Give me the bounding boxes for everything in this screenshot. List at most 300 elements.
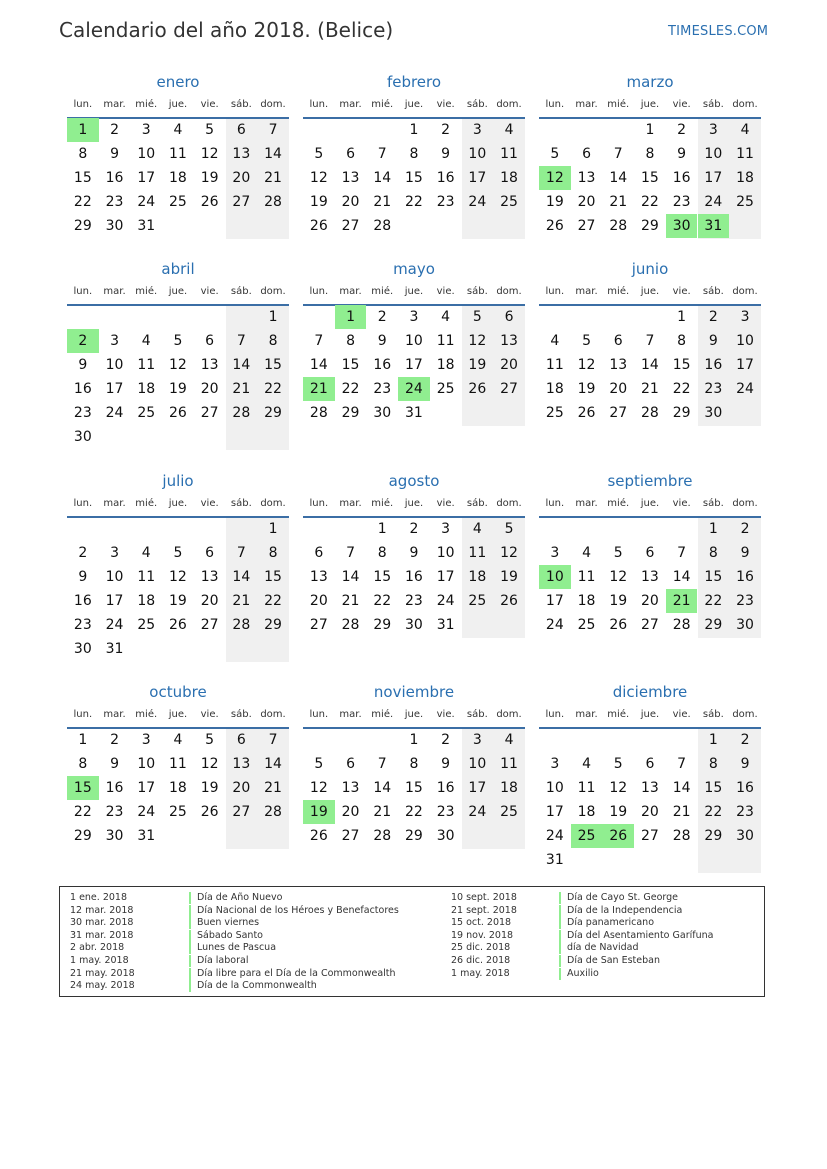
day-cell[interactable]: 8 xyxy=(78,756,88,772)
day-cell[interactable]: 11 xyxy=(500,146,518,162)
day-cell[interactable]: 23 xyxy=(105,194,124,210)
holiday-day-cell[interactable]: 1 xyxy=(335,305,367,329)
day-cell[interactable]: 12 xyxy=(500,545,518,561)
holiday-day-cell[interactable]: 24 xyxy=(398,377,430,401)
day-cell[interactable]: 29 xyxy=(704,828,723,844)
day-cell[interactable]: 28 xyxy=(232,405,251,421)
day-cell[interactable]: 26 xyxy=(169,405,187,421)
day-cell[interactable]: 9 xyxy=(441,146,451,162)
day-cell[interactable]: 10 xyxy=(468,146,487,162)
day-cell[interactable]: 23 xyxy=(672,194,691,210)
day-cell[interactable]: 8 xyxy=(708,545,718,561)
day-cell[interactable]: 13 xyxy=(232,756,251,772)
day-cell[interactable]: 1 xyxy=(409,122,419,138)
day-cell[interactable]: 28 xyxy=(264,804,282,820)
day-cell[interactable]: 7 xyxy=(613,146,623,162)
day-cell[interactable]: 14 xyxy=(672,780,691,796)
day-cell[interactable]: 10 xyxy=(137,756,156,772)
day-cell[interactable]: 24 xyxy=(137,194,156,210)
day-cell[interactable]: 15 xyxy=(405,170,423,186)
day-cell[interactable]: 21 xyxy=(373,804,392,820)
day-cell[interactable]: 17 xyxy=(545,593,564,609)
day-cell[interactable]: 17 xyxy=(736,357,754,373)
day-cell[interactable]: 25 xyxy=(545,405,564,421)
day-cell[interactable]: 13 xyxy=(641,569,659,585)
day-cell[interactable]: 4 xyxy=(173,122,183,138)
day-cell[interactable]: 7 xyxy=(314,333,324,349)
day-cell[interactable]: 1 xyxy=(268,521,278,537)
day-cell[interactable]: 2 xyxy=(740,521,750,537)
day-cell[interactable]: 23 xyxy=(73,405,92,421)
day-cell[interactable]: 10 xyxy=(468,756,487,772)
day-cell[interactable]: 4 xyxy=(441,309,451,325)
day-cell[interactable]: 11 xyxy=(436,333,455,349)
site-brand-link[interactable]: TIMESLES.COM xyxy=(668,24,769,39)
day-cell[interactable]: 5 xyxy=(314,756,324,772)
day-cell[interactable]: 21 xyxy=(609,194,628,210)
day-cell[interactable]: 1 xyxy=(708,732,718,748)
holiday-day-cell[interactable]: 19 xyxy=(303,800,335,824)
day-cell[interactable]: 19 xyxy=(309,194,328,210)
day-cell[interactable]: 22 xyxy=(264,381,282,397)
day-cell[interactable]: 2 xyxy=(708,309,718,325)
day-cell[interactable]: 16 xyxy=(736,780,754,796)
day-cell[interactable]: 25 xyxy=(500,804,518,820)
day-cell[interactable]: 16 xyxy=(672,170,691,186)
day-cell[interactable]: 16 xyxy=(436,170,455,186)
day-cell[interactable]: 13 xyxy=(500,333,518,349)
day-cell[interactable]: 5 xyxy=(613,545,623,561)
day-cell[interactable]: 28 xyxy=(672,617,691,633)
day-cell[interactable]: 23 xyxy=(105,804,124,820)
day-cell[interactable]: 8 xyxy=(268,545,278,561)
day-cell[interactable]: 27 xyxy=(500,381,518,397)
day-cell[interactable]: 3 xyxy=(550,545,560,561)
day-cell[interactable]: 27 xyxy=(341,828,360,844)
day-cell[interactable]: 28 xyxy=(264,194,282,210)
day-cell[interactable]: 26 xyxy=(609,617,628,633)
day-cell[interactable]: 15 xyxy=(704,780,723,796)
day-cell[interactable]: 28 xyxy=(672,828,691,844)
day-cell[interactable]: 27 xyxy=(232,194,251,210)
day-cell[interactable]: 13 xyxy=(200,569,219,585)
day-cell[interactable]: 22 xyxy=(672,381,691,397)
day-cell[interactable]: 27 xyxy=(309,617,328,633)
day-cell[interactable]: 6 xyxy=(613,333,623,349)
day-cell[interactable]: 23 xyxy=(436,194,455,210)
day-cell[interactable]: 6 xyxy=(582,146,591,162)
day-cell[interactable]: 19 xyxy=(609,804,628,820)
day-cell[interactable]: 12 xyxy=(169,569,187,585)
day-cell[interactable]: 22 xyxy=(73,194,92,210)
day-cell[interactable]: 4 xyxy=(173,732,183,748)
day-cell[interactable]: 2 xyxy=(377,309,387,325)
day-cell[interactable]: 22 xyxy=(264,593,282,609)
day-cell[interactable]: 1 xyxy=(645,122,655,138)
day-cell[interactable]: 13 xyxy=(609,357,628,373)
holiday-day-cell[interactable]: 12 xyxy=(539,166,571,190)
day-cell[interactable]: 5 xyxy=(173,333,183,349)
day-cell[interactable]: 18 xyxy=(736,170,754,186)
day-cell[interactable]: 23 xyxy=(436,804,455,820)
day-cell[interactable]: 9 xyxy=(740,545,750,561)
day-cell[interactable]: 30 xyxy=(73,641,92,657)
day-cell[interactable]: 4 xyxy=(582,545,591,561)
day-cell[interactable]: 3 xyxy=(472,122,482,138)
day-cell[interactable]: 21 xyxy=(341,593,360,609)
day-cell[interactable]: 25 xyxy=(169,804,187,820)
day-cell[interactable]: 19 xyxy=(545,194,564,210)
day-cell[interactable]: 1 xyxy=(268,309,278,325)
day-cell[interactable]: 17 xyxy=(545,804,564,820)
day-cell[interactable]: 5 xyxy=(582,333,591,349)
day-cell[interactable]: 31 xyxy=(137,828,156,844)
day-cell[interactable]: 23 xyxy=(373,381,392,397)
day-cell[interactable]: 5 xyxy=(472,309,482,325)
day-cell[interactable]: 31 xyxy=(137,218,156,234)
day-cell[interactable]: 9 xyxy=(110,146,119,162)
day-cell[interactable]: 29 xyxy=(704,617,723,633)
day-cell[interactable]: 9 xyxy=(377,333,387,349)
day-cell[interactable]: 21 xyxy=(232,381,251,397)
day-cell[interactable]: 30 xyxy=(405,617,423,633)
day-cell[interactable]: 3 xyxy=(441,521,451,537)
day-cell[interactable]: 5 xyxy=(173,545,183,561)
day-cell[interactable]: 26 xyxy=(200,194,219,210)
day-cell[interactable]: 16 xyxy=(105,170,124,186)
day-cell[interactable]: 8 xyxy=(268,333,278,349)
day-cell[interactable]: 30 xyxy=(373,405,392,421)
day-cell[interactable]: 18 xyxy=(169,780,187,796)
day-cell[interactable]: 2 xyxy=(740,732,750,748)
day-cell[interactable]: 19 xyxy=(169,593,187,609)
day-cell[interactable]: 20 xyxy=(500,357,518,373)
day-cell[interactable]: 25 xyxy=(436,381,455,397)
day-cell[interactable]: 25 xyxy=(736,194,754,210)
day-cell[interactable]: 19 xyxy=(200,780,219,796)
day-cell[interactable]: 16 xyxy=(373,357,392,373)
day-cell[interactable]: 18 xyxy=(577,593,596,609)
day-cell[interactable]: 9 xyxy=(708,333,718,349)
day-cell[interactable]: 4 xyxy=(504,732,514,748)
day-cell[interactable]: 12 xyxy=(577,357,596,373)
day-cell[interactable]: 31 xyxy=(545,852,564,868)
day-cell[interactable]: 30 xyxy=(105,828,124,844)
day-cell[interactable]: 5 xyxy=(314,146,324,162)
holiday-day-cell[interactable]: 25 xyxy=(571,824,603,848)
day-cell[interactable]: 15 xyxy=(73,170,92,186)
day-cell[interactable]: 17 xyxy=(468,170,487,186)
day-cell[interactable]: 3 xyxy=(141,732,151,748)
day-cell[interactable]: 15 xyxy=(405,780,423,796)
day-cell[interactable]: 26 xyxy=(468,381,487,397)
day-cell[interactable]: 22 xyxy=(405,804,423,820)
day-cell[interactable]: 5 xyxy=(205,732,215,748)
day-cell[interactable]: 12 xyxy=(609,569,628,585)
day-cell[interactable]: 6 xyxy=(346,146,355,162)
day-cell[interactable]: 1 xyxy=(677,309,687,325)
day-cell[interactable]: 1 xyxy=(409,732,419,748)
day-cell[interactable]: 31 xyxy=(436,617,455,633)
day-cell[interactable]: 6 xyxy=(645,756,655,772)
day-cell[interactable]: 20 xyxy=(609,381,628,397)
day-cell[interactable]: 29 xyxy=(405,828,423,844)
day-cell[interactable]: 2 xyxy=(409,521,419,537)
day-cell[interactable]: 5 xyxy=(613,756,623,772)
day-cell[interactable]: 18 xyxy=(137,381,156,397)
day-cell[interactable]: 17 xyxy=(468,780,487,796)
day-cell[interactable]: 11 xyxy=(545,357,564,373)
day-cell[interactable]: 11 xyxy=(169,146,187,162)
day-cell[interactable]: 6 xyxy=(236,732,246,748)
day-cell[interactable]: 17 xyxy=(137,780,156,796)
day-cell[interactable]: 9 xyxy=(441,756,451,772)
day-cell[interactable]: 10 xyxy=(436,545,455,561)
day-cell[interactable]: 27 xyxy=(232,804,251,820)
day-cell[interactable]: 12 xyxy=(309,780,328,796)
day-cell[interactable]: 16 xyxy=(704,357,723,373)
day-cell[interactable]: 10 xyxy=(137,146,156,162)
day-cell[interactable]: 6 xyxy=(205,333,215,349)
day-cell[interactable]: 2 xyxy=(441,732,451,748)
day-cell[interactable]: 5 xyxy=(205,122,215,138)
day-cell[interactable]: 14 xyxy=(672,569,691,585)
day-cell[interactable]: 27 xyxy=(200,617,219,633)
day-cell[interactable]: 17 xyxy=(105,593,124,609)
day-cell[interactable]: 4 xyxy=(582,756,591,772)
day-cell[interactable]: 28 xyxy=(232,617,251,633)
day-cell[interactable]: 19 xyxy=(468,357,487,373)
day-cell[interactable]: 11 xyxy=(577,569,596,585)
day-cell[interactable]: 9 xyxy=(409,545,419,561)
day-cell[interactable]: 18 xyxy=(577,804,596,820)
day-cell[interactable]: 25 xyxy=(137,617,156,633)
day-cell[interactable]: 10 xyxy=(736,333,754,349)
day-cell[interactable]: 31 xyxy=(105,641,124,657)
day-cell[interactable]: 17 xyxy=(405,357,423,373)
day-cell[interactable]: 10 xyxy=(405,333,423,349)
day-cell[interactable]: 19 xyxy=(609,593,628,609)
day-cell[interactable]: 14 xyxy=(341,569,360,585)
day-cell[interactable]: 7 xyxy=(268,732,278,748)
day-cell[interactable]: 23 xyxy=(704,381,723,397)
day-cell[interactable]: 28 xyxy=(641,405,659,421)
day-cell[interactable]: 9 xyxy=(110,756,119,772)
day-cell[interactable]: 8 xyxy=(708,756,718,772)
day-cell[interactable]: 14 xyxy=(264,756,282,772)
day-cell[interactable]: 22 xyxy=(341,381,360,397)
day-cell[interactable]: 3 xyxy=(550,756,560,772)
day-cell[interactable]: 21 xyxy=(264,780,282,796)
day-cell[interactable]: 8 xyxy=(78,146,88,162)
day-cell[interactable]: 28 xyxy=(309,405,328,421)
day-cell[interactable]: 10 xyxy=(704,146,723,162)
day-cell[interactable]: 3 xyxy=(110,333,119,349)
day-cell[interactable]: 8 xyxy=(677,333,687,349)
day-cell[interactable]: 23 xyxy=(736,804,754,820)
day-cell[interactable]: 25 xyxy=(500,194,518,210)
day-cell[interactable]: 16 xyxy=(436,780,455,796)
day-cell[interactable]: 21 xyxy=(672,804,691,820)
day-cell[interactable]: 24 xyxy=(545,617,564,633)
day-cell[interactable]: 11 xyxy=(736,146,754,162)
day-cell[interactable]: 16 xyxy=(736,569,754,585)
day-cell[interactable]: 15 xyxy=(641,170,659,186)
day-cell[interactable]: 24 xyxy=(704,194,723,210)
day-cell[interactable]: 13 xyxy=(341,170,360,186)
day-cell[interactable]: 21 xyxy=(373,194,392,210)
day-cell[interactable]: 1 xyxy=(377,521,387,537)
day-cell[interactable]: 16 xyxy=(105,780,124,796)
day-cell[interactable]: 19 xyxy=(200,170,219,186)
day-cell[interactable]: 11 xyxy=(500,756,518,772)
day-cell[interactable]: 25 xyxy=(577,617,596,633)
day-cell[interactable]: 3 xyxy=(472,732,482,748)
day-cell[interactable]: 20 xyxy=(200,381,219,397)
day-cell[interactable]: 19 xyxy=(500,569,518,585)
day-cell[interactable]: 7 xyxy=(677,545,687,561)
day-cell[interactable]: 18 xyxy=(137,593,156,609)
day-cell[interactable]: 8 xyxy=(645,146,655,162)
day-cell[interactable]: 1 xyxy=(78,732,88,748)
day-cell[interactable]: 12 xyxy=(609,780,628,796)
day-cell[interactable]: 15 xyxy=(672,357,691,373)
day-cell[interactable]: 27 xyxy=(641,828,659,844)
day-cell[interactable]: 29 xyxy=(73,218,92,234)
day-cell[interactable]: 26 xyxy=(309,828,328,844)
day-cell[interactable]: 12 xyxy=(468,333,487,349)
day-cell[interactable]: 20 xyxy=(577,194,596,210)
day-cell[interactable]: 16 xyxy=(405,569,423,585)
day-cell[interactable]: 10 xyxy=(105,569,124,585)
holiday-day-cell[interactable]: 15 xyxy=(67,776,99,800)
day-cell[interactable]: 3 xyxy=(110,545,119,561)
day-cell[interactable]: 25 xyxy=(137,405,156,421)
day-cell[interactable]: 23 xyxy=(73,617,92,633)
day-cell[interactable]: 9 xyxy=(78,569,88,585)
day-cell[interactable]: 14 xyxy=(609,170,628,186)
day-cell[interactable]: 11 xyxy=(169,756,187,772)
day-cell[interactable]: 26 xyxy=(309,218,328,234)
day-cell[interactable]: 19 xyxy=(169,381,187,397)
day-cell[interactable]: 18 xyxy=(545,381,564,397)
day-cell[interactable]: 24 xyxy=(736,381,754,397)
day-cell[interactable]: 13 xyxy=(577,170,596,186)
day-cell[interactable]: 11 xyxy=(468,545,487,561)
day-cell[interactable]: 12 xyxy=(200,146,219,162)
day-cell[interactable]: 14 xyxy=(232,569,251,585)
day-cell[interactable]: 2 xyxy=(110,122,119,138)
day-cell[interactable]: 18 xyxy=(500,170,518,186)
day-cell[interactable]: 14 xyxy=(232,357,251,373)
holiday-day-cell[interactable]: 2 xyxy=(67,329,99,353)
day-cell[interactable]: 10 xyxy=(545,780,564,796)
day-cell[interactable]: 12 xyxy=(309,170,328,186)
day-cell[interactable]: 23 xyxy=(736,593,754,609)
day-cell[interactable]: 17 xyxy=(105,381,124,397)
holiday-day-cell[interactable]: 10 xyxy=(539,565,571,589)
day-cell[interactable]: 4 xyxy=(550,333,560,349)
day-cell[interactable]: 13 xyxy=(232,146,251,162)
day-cell[interactable]: 27 xyxy=(200,405,219,421)
day-cell[interactable]: 17 xyxy=(137,170,156,186)
day-cell[interactable]: 5 xyxy=(504,521,514,537)
day-cell[interactable]: 2 xyxy=(677,122,687,138)
day-cell[interactable]: 26 xyxy=(577,405,596,421)
day-cell[interactable]: 14 xyxy=(264,146,282,162)
holiday-day-cell[interactable]: 21 xyxy=(303,377,335,401)
day-cell[interactable]: 26 xyxy=(500,593,518,609)
day-cell[interactable]: 26 xyxy=(545,218,564,234)
day-cell[interactable]: 3 xyxy=(409,309,419,325)
day-cell[interactable]: 30 xyxy=(736,828,754,844)
day-cell[interactable]: 11 xyxy=(137,569,156,585)
day-cell[interactable]: 27 xyxy=(341,218,360,234)
day-cell[interactable]: 10 xyxy=(105,357,124,373)
day-cell[interactable]: 22 xyxy=(73,804,92,820)
day-cell[interactable]: 29 xyxy=(264,617,282,633)
day-cell[interactable]: 20 xyxy=(309,593,328,609)
day-cell[interactable]: 13 xyxy=(309,569,328,585)
day-cell[interactable]: 20 xyxy=(232,780,251,796)
day-cell[interactable]: 9 xyxy=(740,756,750,772)
day-cell[interactable]: 4 xyxy=(141,545,151,561)
day-cell[interactable]: 8 xyxy=(409,756,419,772)
holiday-day-cell[interactable]: 30 xyxy=(666,214,698,238)
day-cell[interactable]: 24 xyxy=(545,828,564,844)
day-cell[interactable]: 17 xyxy=(436,569,455,585)
day-cell[interactable]: 18 xyxy=(436,357,455,373)
day-cell[interactable]: 5 xyxy=(550,146,560,162)
day-cell[interactable]: 26 xyxy=(169,617,187,633)
day-cell[interactable]: 22 xyxy=(373,593,392,609)
day-cell[interactable]: 18 xyxy=(169,170,187,186)
day-cell[interactable]: 29 xyxy=(264,405,282,421)
day-cell[interactable]: 4 xyxy=(472,521,482,537)
day-cell[interactable]: 4 xyxy=(504,122,514,138)
day-cell[interactable]: 6 xyxy=(205,545,215,561)
day-cell[interactable]: 9 xyxy=(677,146,687,162)
day-cell[interactable]: 1 xyxy=(708,521,718,537)
day-cell[interactable]: 21 xyxy=(264,170,282,186)
day-cell[interactable]: 18 xyxy=(468,569,487,585)
day-cell[interactable]: 20 xyxy=(341,804,360,820)
day-cell[interactable]: 30 xyxy=(704,405,723,421)
day-cell[interactable]: 9 xyxy=(78,357,88,373)
day-cell[interactable]: 7 xyxy=(377,146,387,162)
day-cell[interactable]: 28 xyxy=(341,617,360,633)
day-cell[interactable]: 28 xyxy=(373,828,392,844)
day-cell[interactable]: 29 xyxy=(341,405,360,421)
day-cell[interactable]: 4 xyxy=(141,333,151,349)
day-cell[interactable]: 2 xyxy=(78,545,88,561)
day-cell[interactable]: 7 xyxy=(236,333,246,349)
day-cell[interactable]: 27 xyxy=(641,617,659,633)
day-cell[interactable]: 13 xyxy=(641,780,659,796)
day-cell[interactable]: 6 xyxy=(645,545,655,561)
day-cell[interactable]: 24 xyxy=(105,405,124,421)
holiday-day-cell[interactable]: 1 xyxy=(67,118,99,142)
day-cell[interactable]: 29 xyxy=(641,218,659,234)
day-cell[interactable]: 7 xyxy=(677,756,687,772)
holiday-day-cell[interactable]: 21 xyxy=(666,589,698,613)
day-cell[interactable]: 28 xyxy=(373,218,392,234)
day-cell[interactable]: 2 xyxy=(441,122,451,138)
day-cell[interactable]: 7 xyxy=(346,545,355,561)
day-cell[interactable]: 6 xyxy=(346,756,355,772)
day-cell[interactable]: 24 xyxy=(137,804,156,820)
day-cell[interactable]: 29 xyxy=(73,828,92,844)
